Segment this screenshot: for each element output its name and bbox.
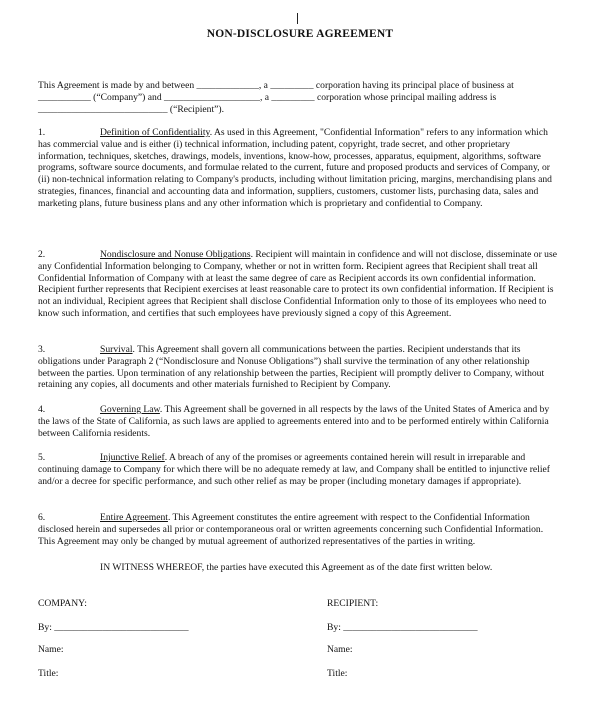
section-entire-agreement bbox=[38, 512, 560, 547]
company-by-line: By: ____________________________ bbox=[38, 622, 189, 633]
section-definition-of-confidentiality bbox=[38, 127, 560, 210]
recipient-name-label: Name: bbox=[327, 644, 353, 655]
section-heading: Governing Law bbox=[100, 404, 160, 415]
section-body: . This Agreement shall govern all communications between the parties. Recipient understands that its obligations under Paragraph 2 (“Nondisclosure and Nonuse Obligations”) shall survive the termination of any other relationship between the parties. Upon termination of any relationship between the parties, Recipient will promptly deliver to Company, without retaining any copies, all documents and other materials furnished to Recipient by Company. bbox=[38, 344, 545, 391]
company-title-label: Title: bbox=[38, 668, 59, 679]
section-governing-law bbox=[38, 404, 560, 439]
section-number: 2. bbox=[38, 249, 46, 260]
document-title: NON-DISCLOSURE AGREEMENT bbox=[206, 28, 394, 40]
section-number: 1. bbox=[38, 127, 46, 138]
section-number: 5. bbox=[38, 452, 46, 463]
section-body: . This Agreement constitutes the entire agreement with respect to the Confidential Information disclosed herein and supersedes all prior or contemporaneous oral or written agreements concerning such Confidential Information. This Agreement may only be changed by mutual agreement of authorized representatives of the parties in writing. bbox=[38, 512, 544, 547]
section-heading: Definition of Confidentiality bbox=[100, 127, 210, 138]
section-number: 3. bbox=[38, 344, 46, 355]
section-number: 4. bbox=[38, 404, 46, 415]
section-body: . A breach of any of the promises or agreements contained herein will result in irreparable and continuing damage to Company for which there will be no adequate remedy at law, and Company shall be entitled to injunctive relief and/or a decree for specific performance, and such other relief as may be proper (including monetary damages if appropriate). bbox=[38, 452, 550, 487]
text-cursor bbox=[297, 13, 298, 24]
recipient-by-line: By: ____________________________ bbox=[327, 622, 478, 633]
section-survival bbox=[38, 344, 560, 391]
witness-statement: IN WITNESS WHEREOF, the parties have executed this Agreement as of the date first written below. bbox=[100, 562, 493, 573]
company-heading: COMPANY: bbox=[38, 598, 87, 609]
section-heading: Nondisclosure and Nonuse Obligations bbox=[100, 249, 251, 260]
section-body: . This Agreement shall be governed in all respects by the laws of the United States of America and by the laws of the State of California, as such laws are applied to agreements entered into and to be performed entirely within California between California residents. bbox=[38, 404, 550, 439]
section-injunctive-relief bbox=[38, 452, 560, 487]
intro-paragraph: This Agreement is made by and between _____________, a _________ corporation having its principal place of business at ___________ (“Company”) and ____________________, a _________ corporation whose principal mailing address is ___________________________ (“Recipient”). bbox=[38, 80, 514, 115]
company-name-label: Name: bbox=[38, 644, 64, 655]
section-heading: Entire Agreement bbox=[100, 512, 168, 523]
section-body: . As used in this Agreement, "Confidential Information" refers to any information which has commercial value and is either (i) technical information, including patent, copyright, trade secret, and other proprietary information, techniques, sketches, drawings, models, inventions, know-how, processes, apparatus, equipment, algorithms, software programs, software source documents, and formulae related to the current, future and proposed products and services of Company, or (ii) non-technical information relating to Company's products, including without limitation pricing, margins, merchandising plans and strategies, finances, financial and accounting data and information, suppliers, customers, customer lists, purchasing data, sales and marketing plans, future business plans and any other information which is proprietary and confidential to Company. bbox=[38, 127, 552, 209]
section-body: . Recipient will maintain in confidence and will not disclose, disseminate or use any Confidential Information belonging to Company, whether or not in written form. Recipient agrees that Recipient shall treat all Confidential Information of Company with at least the same degree of care as Recipient accords its own confidential information. Recipient further represents that Recipient exercises at least reasonable care to protect its own confidential information. If Recipient is not an individual, Recipient agrees that Recipient shall disclose Confidential Information only to those of its employees who need to know such information, and certifies that such employees have previously signed a copy of this Agreement. bbox=[38, 249, 557, 319]
recipient-title-label: Title: bbox=[327, 668, 348, 679]
section-number: 6. bbox=[38, 512, 46, 523]
section-heading: Injunctive Relief bbox=[100, 452, 165, 463]
section-nondisclosure-obligations bbox=[38, 249, 560, 320]
section-heading: Survival bbox=[100, 344, 133, 355]
recipient-heading: RECIPIENT: bbox=[327, 598, 379, 609]
